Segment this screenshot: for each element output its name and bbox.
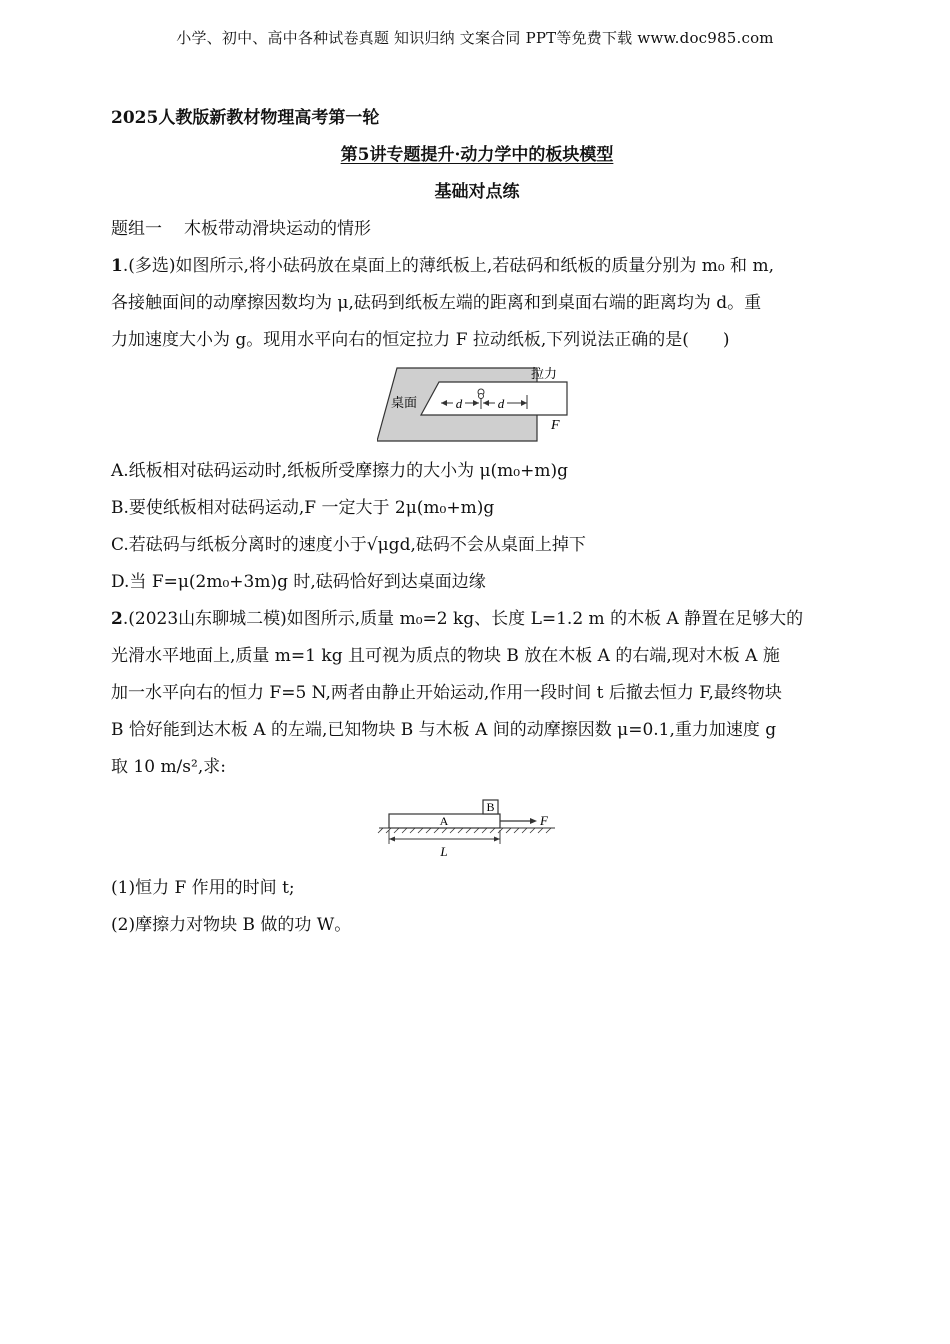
d-label-right: d bbox=[497, 396, 505, 411]
option-a[interactable]: A.纸板相对砝码运动时,纸板所受摩擦力的大小为 μ(m₀+m)g bbox=[111, 461, 568, 481]
page-header: 小学、初中、高中各种试卷真题 知识归纳 文案合同 PPT等免费下载 www.doc985.com bbox=[176, 29, 774, 47]
question-1-line-3: 力加速度大小为 g。现用水平向右的恒定拉力 F 拉动纸板,下列说法正确的是( ) bbox=[111, 330, 730, 350]
question-2-line-5: 取 10 m/s²,求: bbox=[111, 757, 226, 777]
question-1-figure bbox=[377, 365, 577, 445]
lecture-title-text: 第5讲专题提升·动力学中的板块模型 bbox=[340, 145, 614, 165]
option-d[interactable]: D.当 F=μ(2m₀+3m)g 时,砝码恰好到达桌面边缘 bbox=[111, 572, 486, 592]
section-title: 基础对点练 bbox=[434, 182, 520, 202]
group-title: 木板带动滑块运动的情形 bbox=[184, 219, 371, 239]
question-2-figure bbox=[377, 792, 577, 862]
lecture-title bbox=[111, 137, 843, 174]
paper-board bbox=[421, 382, 567, 415]
arrow-head bbox=[389, 837, 395, 842]
question-1-line-2: 各接触面间的动摩擦因数均为 μ,砝码到纸板左端的距离和到桌面右端的距离均为 d。重 bbox=[111, 293, 762, 313]
question-2-line-1: .(2023山东聊城二模)如图所示,质量 m₀=2 kg、长度 L=1.2 m 的木板 A 静置在足够大的 bbox=[122, 609, 804, 629]
question-2-stem bbox=[111, 601, 843, 786]
length-label: L bbox=[440, 844, 448, 859]
question-2-line-4: B 恰好能到达木板 A 的左端,已知物块 B 与木板 A 间的动摩擦因数 μ=0.1,重力加速度 g bbox=[111, 720, 777, 740]
question-1-number: 1 bbox=[111, 256, 123, 276]
question-2-line-2: 光滑水平地面上,质量 m=1 kg 且可视为质点的物块 B 放在木板 A 的右端,现对木板 A 施 bbox=[111, 646, 780, 666]
d-label-left: d bbox=[455, 396, 463, 411]
ground-hatching bbox=[378, 828, 551, 833]
pull-label: 拉力 bbox=[531, 367, 558, 382]
question-2-line-3: 加一水平向右的恒力 F=5 N,两者由静止开始运动,作用一段时间 t 后撤去恒力 F,最终物块 bbox=[111, 683, 782, 703]
series-title: 2025人教版新教材物理高考第一轮 bbox=[111, 108, 380, 128]
document-body bbox=[111, 100, 843, 944]
option-c[interactable]: C.若砝码与纸板分离时的速度小于√μgd,砝码不会从桌面上掉下 bbox=[111, 535, 586, 555]
force-arrow-head bbox=[530, 818, 537, 824]
question-2-sub-2: (2)摩擦力对物块 B 做的功 W。 bbox=[111, 915, 352, 935]
force-label: F bbox=[540, 813, 548, 828]
option-b[interactable]: B.要使纸板相对砝码运动,F 一定大于 2μ(m₀+m)g bbox=[111, 498, 495, 518]
question-1-options bbox=[111, 453, 843, 601]
block-b-label: B bbox=[486, 800, 495, 814]
weight-base bbox=[479, 394, 484, 399]
question-1-line-1: .(多选)如图所示,将小砝码放在桌面上的薄纸板上,若砝码和纸板的质量分别为 m₀ 和 m, bbox=[122, 256, 774, 276]
board-a-label: A bbox=[439, 814, 449, 828]
question-2-sub-1: (1)恒力 F 作用的时间 t; bbox=[111, 878, 295, 898]
arrow-head bbox=[494, 837, 500, 842]
group-heading bbox=[111, 211, 843, 248]
question-2-number: 2 bbox=[111, 609, 123, 629]
force-label: F bbox=[551, 418, 560, 433]
group-label: 题组一 bbox=[111, 219, 162, 239]
table-label: 桌面 bbox=[391, 396, 418, 411]
question-1-stem bbox=[111, 248, 843, 359]
